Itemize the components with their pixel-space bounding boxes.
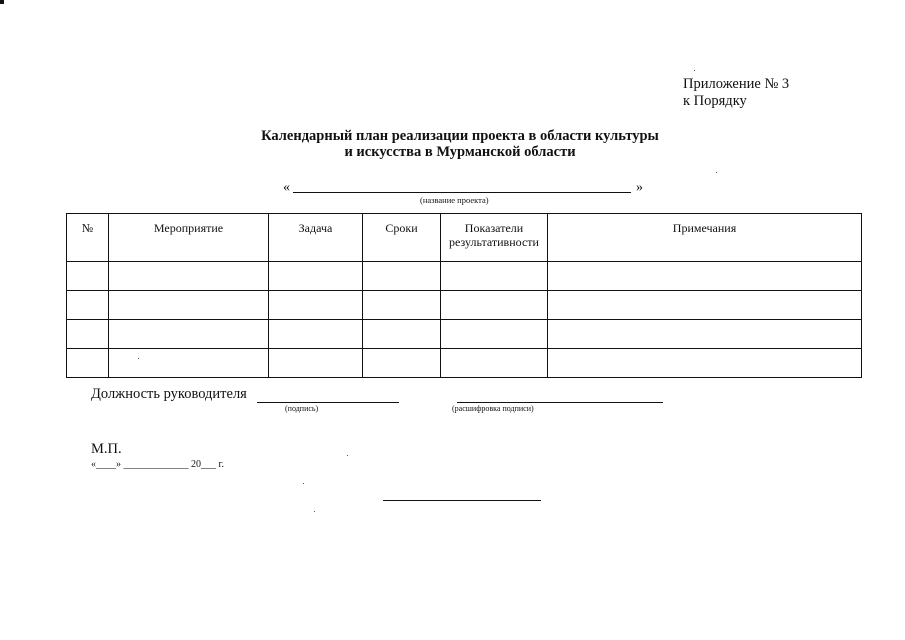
signature-decode-caption: (расшифровка подписи) — [452, 404, 534, 413]
header-indicators: Показатели результативности — [441, 214, 548, 262]
table-cell[interactable] — [363, 262, 441, 291]
header-task: Задача — [269, 214, 363, 262]
appendix-reference — [683, 76, 789, 110]
table-cell[interactable] — [548, 262, 862, 291]
table-cell[interactable] — [67, 320, 109, 349]
stamp-place-label: М.П. — [91, 441, 122, 457]
table-cell[interactable] — [441, 262, 548, 291]
scan-speck — [694, 70, 695, 71]
table-cell[interactable] — [363, 291, 441, 320]
table-header-row — [67, 214, 862, 262]
header-activity: Мероприятие — [109, 214, 269, 262]
table-cell[interactable] — [269, 291, 363, 320]
table-cell[interactable] — [269, 262, 363, 291]
table-cell[interactable] — [548, 349, 862, 378]
table-row — [67, 262, 862, 291]
table-cell[interactable] — [109, 320, 269, 349]
table-cell[interactable] — [441, 349, 548, 378]
project-name-caption: (название проекта) — [420, 195, 489, 205]
open-quote: « — [283, 180, 290, 195]
title-line-2: и искусства в Мурманской области — [344, 144, 576, 160]
signature-caption: (подпись) — [285, 404, 319, 413]
table-cell[interactable] — [67, 291, 109, 320]
appendix-procedure: к Порядку — [683, 93, 747, 109]
calendar-plan-table — [66, 213, 862, 378]
scan-corner-mark — [0, 0, 4, 4]
bottom-rule — [383, 500, 541, 501]
table-cell[interactable] — [109, 349, 269, 378]
table-row — [67, 320, 862, 349]
table-cell[interactable] — [269, 320, 363, 349]
table-cell[interactable] — [269, 349, 363, 378]
header-number: № — [67, 214, 109, 262]
project-name-field — [283, 180, 643, 196]
table-row — [67, 291, 862, 320]
table-cell[interactable] — [67, 262, 109, 291]
project-name-underline — [293, 192, 631, 193]
table-cell[interactable] — [548, 320, 862, 349]
table-cell[interactable] — [441, 320, 548, 349]
scan-speck — [716, 172, 717, 173]
document-title — [200, 128, 720, 160]
header-notes: Примечания — [548, 214, 862, 262]
table-cell[interactable] — [67, 349, 109, 378]
scan-speck — [347, 455, 348, 456]
signature-decode-line — [457, 402, 663, 403]
scan-speck — [138, 358, 139, 359]
scan-speck — [303, 483, 304, 484]
table-cell[interactable] — [109, 291, 269, 320]
table-cell[interactable] — [363, 349, 441, 378]
signature-line — [257, 402, 399, 403]
scan-speck — [314, 511, 315, 512]
table-row — [67, 349, 862, 378]
table-cell[interactable] — [363, 320, 441, 349]
position-label: Должность руководителя — [91, 386, 247, 402]
table-cell[interactable] — [109, 262, 269, 291]
title-line-1: Календарный план реализации проекта в области культуры — [261, 128, 659, 144]
date-line: «____» _____________ 20___ г. — [91, 459, 224, 470]
close-quote: » — [636, 180, 643, 195]
table-cell[interactable] — [548, 291, 862, 320]
table-cell[interactable] — [441, 291, 548, 320]
appendix-number: Приложение № 3 — [683, 76, 790, 92]
header-deadlines: Сроки — [363, 214, 441, 262]
